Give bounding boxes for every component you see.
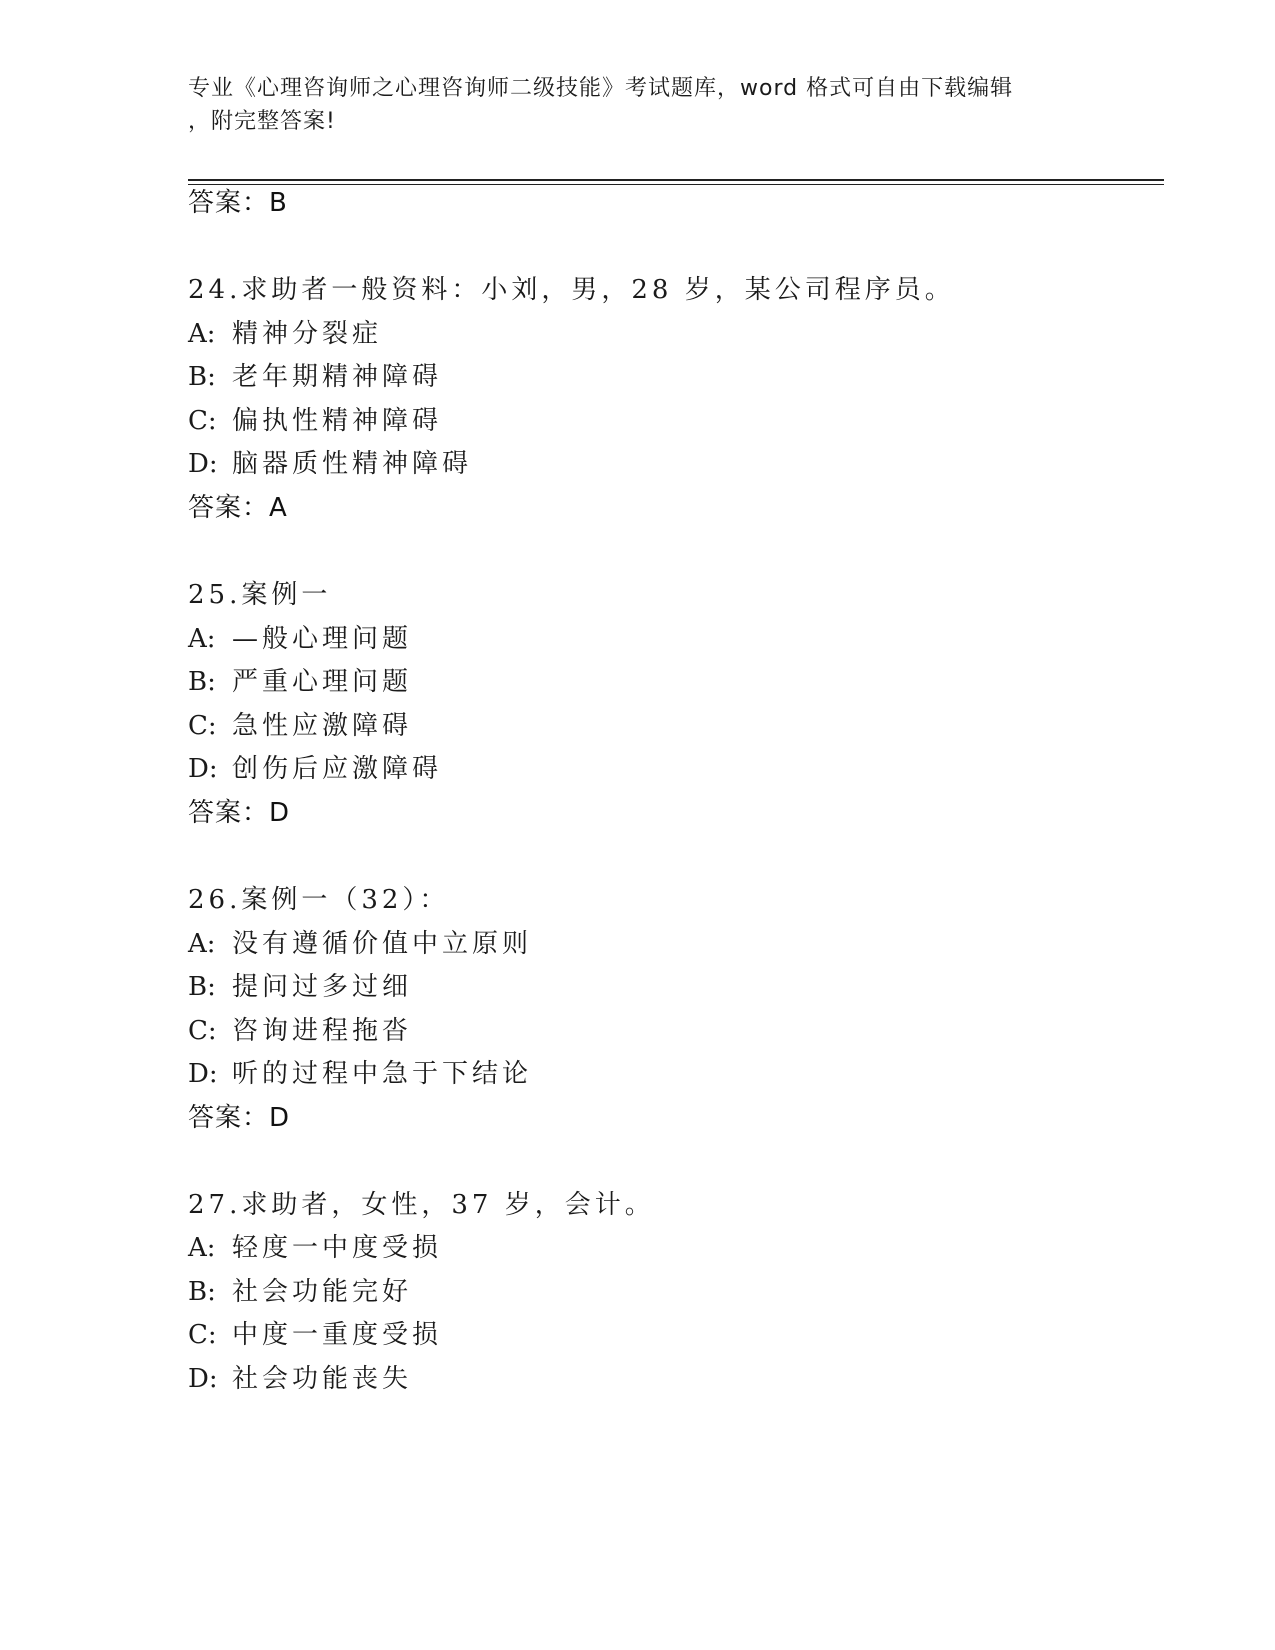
option-text: 严重心理问题	[232, 667, 413, 697]
question-stem-27: 27.求助者，女性，37 岁，会计。	[188, 1190, 655, 1220]
option-d	[188, 1057, 532, 1091]
option-letter: A:	[188, 1233, 216, 1263]
answer-line: 答案：A	[188, 493, 288, 523]
question-stem-25: 25.案例一	[188, 580, 332, 610]
document-header	[188, 72, 1088, 138]
option-c	[188, 1014, 412, 1048]
option-letter: B:	[188, 972, 216, 1002]
question-stem-26: 26.案例一（32）：	[188, 885, 450, 915]
option-text: 提问过多过细	[232, 972, 413, 1002]
header-rule-thin	[188, 184, 1164, 185]
option-letter: D:	[188, 754, 218, 784]
option-text: 偏执性精神障碍	[232, 406, 443, 436]
option-text: 社会功能完好	[232, 1277, 413, 1307]
option-d	[188, 1362, 412, 1396]
option-text: 老年期精神障碍	[232, 362, 443, 392]
option-letter: D:	[188, 1059, 218, 1089]
option-text: 精神分裂症	[232, 319, 383, 349]
option-letter: B:	[188, 1277, 216, 1307]
option-c	[188, 404, 442, 438]
option-letter: C:	[188, 1016, 217, 1046]
header-rule-thick	[188, 179, 1164, 181]
option-letter: D:	[188, 1364, 218, 1394]
option-letter: B:	[188, 362, 216, 392]
option-d	[188, 752, 442, 786]
answer-line: 答案：B	[188, 188, 288, 218]
option-text: 脑器质性精神障碍	[232, 449, 473, 479]
option-letter: C:	[188, 1320, 217, 1350]
option-d	[188, 447, 472, 481]
option-text: 社会功能丧失	[232, 1364, 413, 1394]
option-letter: C:	[188, 711, 217, 741]
option-b	[188, 1275, 412, 1309]
answer-line: 答案：D	[188, 1103, 291, 1133]
option-text: 创伤后应激障碍	[232, 754, 443, 784]
option-c	[188, 1318, 442, 1352]
option-b	[188, 665, 412, 699]
option-letter: A:	[188, 929, 216, 959]
option-a	[188, 622, 412, 656]
option-b	[188, 360, 442, 394]
option-letter: D:	[188, 449, 218, 479]
option-text: —般心理问题	[232, 624, 413, 654]
option-letter: A:	[188, 319, 216, 349]
option-text: 咨询进程拖沓	[232, 1016, 413, 1046]
option-text: 急性应激障碍	[232, 711, 413, 741]
option-b	[188, 970, 412, 1004]
option-text: 中度一重度受损	[232, 1320, 443, 1350]
option-a	[188, 1231, 442, 1265]
option-a	[188, 317, 382, 351]
header-line-2: ，附完整答案!	[188, 109, 336, 134]
option-a	[188, 927, 532, 961]
option-letter: B:	[188, 667, 216, 697]
option-text: 没有遵循价值中立原则	[232, 929, 533, 959]
question-stem-24: 24.求助者一般资料：小刘，男，28 岁，某公司程序员。	[188, 275, 955, 305]
option-letter: A:	[188, 624, 216, 654]
option-c	[188, 709, 412, 743]
answer-line: 答案：D	[188, 798, 291, 828]
header-line-1: 专业《心理咨询师之心理咨询师二级技能》考试题库，word 格式可自由下载编辑	[188, 76, 1014, 101]
option-text: 听的过程中急于下结论	[232, 1059, 533, 1089]
option-letter: C:	[188, 406, 217, 436]
option-text: 轻度一中度受损	[232, 1233, 443, 1263]
